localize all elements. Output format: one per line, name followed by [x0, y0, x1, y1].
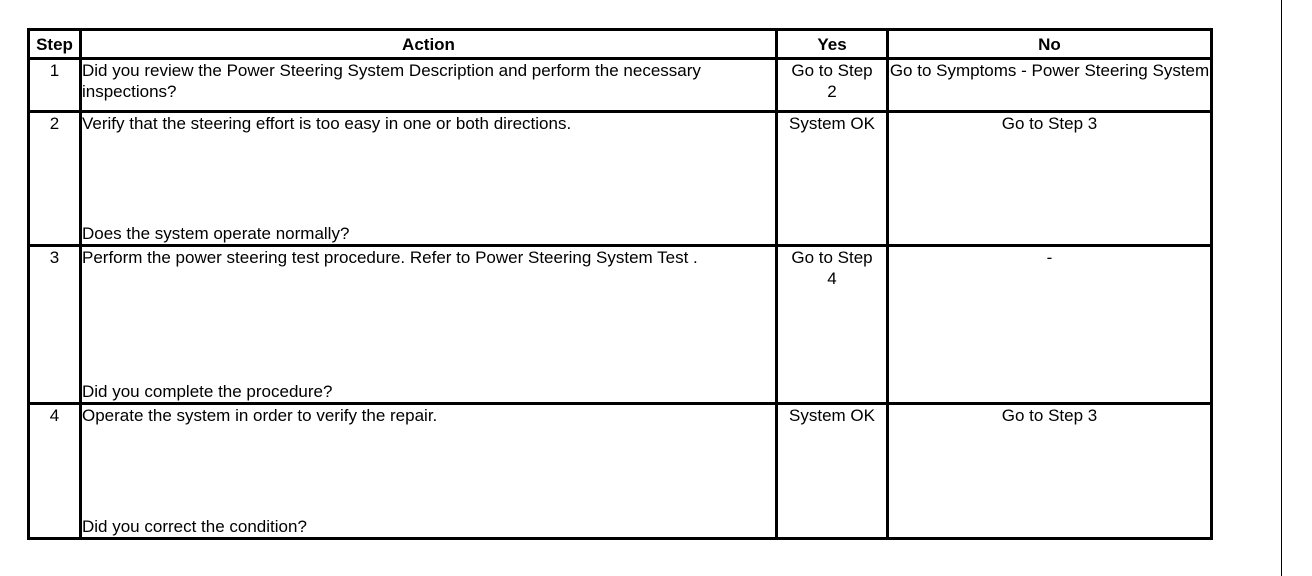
table-row: [29, 246, 1212, 404]
yes-cell: System OK: [777, 404, 888, 539]
action-text: Operate the system in order to verify the repair.: [82, 406, 438, 425]
step-number: 3: [29, 246, 81, 404]
page-right-border: [1281, 0, 1282, 576]
header-no: No: [888, 30, 1212, 59]
action-cell: [81, 404, 777, 539]
yes-text-line1: Go to Step: [791, 61, 873, 80]
table-row: [29, 112, 1212, 246]
action-cell: [81, 59, 777, 112]
yes-text-line1: Go to Step: [791, 248, 873, 267]
diagnostic-table: [27, 28, 1213, 540]
header-step: Step: [29, 30, 81, 59]
table-header-row: [29, 30, 1212, 59]
action-question: Does the system operate normally?: [82, 224, 350, 243]
table-row: [29, 404, 1212, 539]
header-yes: Yes: [777, 30, 888, 59]
action-question: Did you correct the condition?: [82, 517, 307, 536]
action-cell: [81, 112, 777, 246]
yes-cell: System OK: [777, 112, 888, 246]
action-text: Verify that the steering effort is too easy in one or both directions.: [82, 114, 572, 133]
no-cell: Go to Symptoms - Power Steering System: [888, 59, 1212, 112]
action-question: Did you complete the procedure?: [82, 382, 333, 401]
step-number: 2: [29, 112, 81, 246]
step-number: 1: [29, 59, 81, 112]
header-action: Action: [81, 30, 777, 59]
step-number: 4: [29, 404, 81, 539]
yes-cell: [777, 59, 888, 112]
no-cell: Go to Step 3: [888, 404, 1212, 539]
yes-text-line2: 2: [827, 82, 837, 101]
no-cell: -: [888, 246, 1212, 404]
table-row: [29, 59, 1212, 112]
yes-text-line2: 4: [827, 269, 837, 288]
action-text: Did you review the Power Steering System Description and perform the necessary inspections?: [82, 61, 701, 101]
no-cell: Go to Step 3: [888, 112, 1212, 246]
yes-cell: [777, 246, 888, 404]
action-cell: [81, 246, 777, 404]
action-text: Perform the power steering test procedure. Refer to Power Steering System Test .: [82, 248, 698, 267]
